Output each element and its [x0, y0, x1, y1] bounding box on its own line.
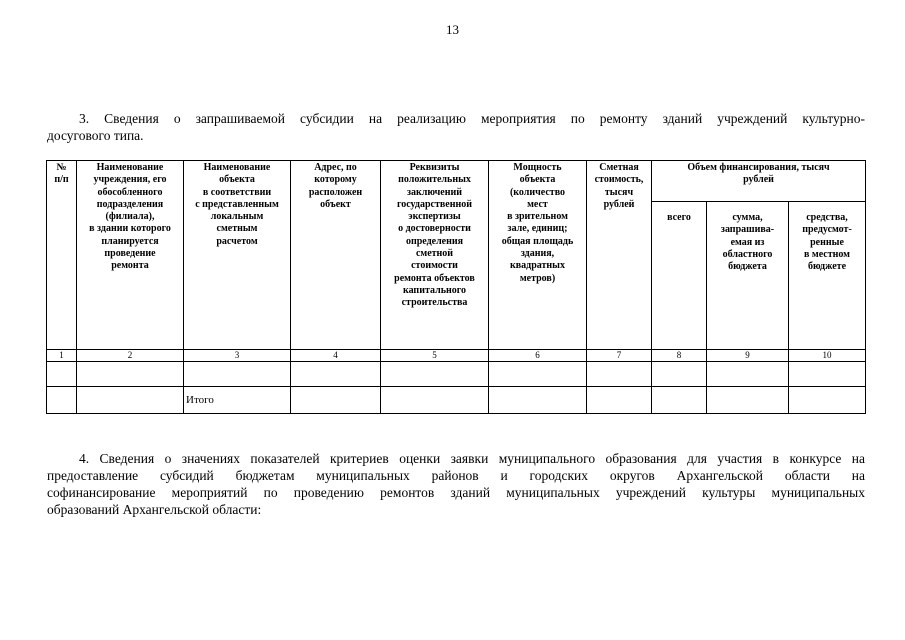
table-cell [77, 387, 184, 414]
paragraph-line: предоставление субсидий бюджетам муниципальных районов и городских округов Архангельской области на [47, 468, 865, 483]
table-cell [652, 387, 707, 414]
header-cell-number: № п/п [47, 161, 77, 350]
column-number: 10 [789, 350, 866, 362]
paragraph-line: досугового типа. [47, 128, 144, 143]
paragraph-line: образований Архангельской области: [47, 502, 262, 517]
header-cell-local-budget: средства, предусмот- ренные в местном бюджете [789, 202, 866, 350]
table-cell [291, 362, 381, 387]
header-cell-expertise: Реквизиты положительных заключений государственной экспертизы о достоверности определения сметной стоимости ремонта объектов капитального строительства [381, 161, 489, 350]
table-cell [652, 362, 707, 387]
table-cell [489, 387, 587, 414]
table-cell [707, 362, 789, 387]
table-cell [789, 362, 866, 387]
table-cell [381, 387, 489, 414]
column-number: 1 [47, 350, 77, 362]
table-cell [291, 387, 381, 414]
header-cell-institution: Наименование учреждения, его обособленного подразделения (филиала), в здании которого планируется проведение ремонта [77, 161, 184, 350]
column-number: 9 [707, 350, 789, 362]
column-number: 7 [587, 350, 652, 362]
column-number-row [47, 350, 866, 362]
column-number: 3 [184, 350, 291, 362]
table-row-empty [47, 362, 866, 387]
table-cell [381, 362, 489, 387]
table-cell [587, 362, 652, 387]
table-cell [184, 362, 291, 387]
header-cell-object-name: Наименование объекта в соответствии с представленным локальным сметным расчетом [184, 161, 291, 350]
column-number: 2 [77, 350, 184, 362]
header-cell-address: Адрес, по которому расположен объект [291, 161, 381, 350]
page-number: 13 [446, 22, 459, 37]
table-cell [707, 387, 789, 414]
header-cell-estimated-cost: Сметная стоимость, тысяч рублей [587, 161, 652, 350]
section-3-paragraph [47, 110, 865, 144]
paragraph-line: софинансирование мероприятий по проведению ремонтов зданий муниципальных учреждений культуры муниципальных [47, 485, 865, 500]
table-cell [77, 362, 184, 387]
subsidy-table [46, 160, 866, 414]
column-number: 8 [652, 350, 707, 362]
header-cell-regional-budget: сумма, запрашива- емая из областного бюджета [707, 202, 789, 350]
table-cell [489, 362, 587, 387]
table-header-row [47, 161, 866, 202]
header-cell-capacity: Мощность объекта (количество мест в зрительном зале, единиц; общая площадь здания, квадратных метров) [489, 161, 587, 350]
header-cell-financing: Объем финансирования, тысяч рублей [652, 161, 866, 202]
table-cell [47, 362, 77, 387]
total-label: Итого [184, 387, 291, 414]
section-4-paragraph [47, 450, 865, 518]
table-cell [789, 387, 866, 414]
column-number: 4 [291, 350, 381, 362]
table-cell [587, 387, 652, 414]
table-cell [47, 387, 77, 414]
header-cell-total: всего [652, 202, 707, 350]
paragraph-line: 4. Сведения о значениях показателей критериев оценки заявки муниципального образования для участия в конкурсе на [79, 451, 865, 466]
paragraph-line: 3. Сведения о запрашиваемой субсидии на реализацию мероприятия по ремонту зданий учреждений культурно- [79, 111, 865, 126]
column-number: 5 [381, 350, 489, 362]
table-row-total [47, 387, 866, 414]
column-number: 6 [489, 350, 587, 362]
